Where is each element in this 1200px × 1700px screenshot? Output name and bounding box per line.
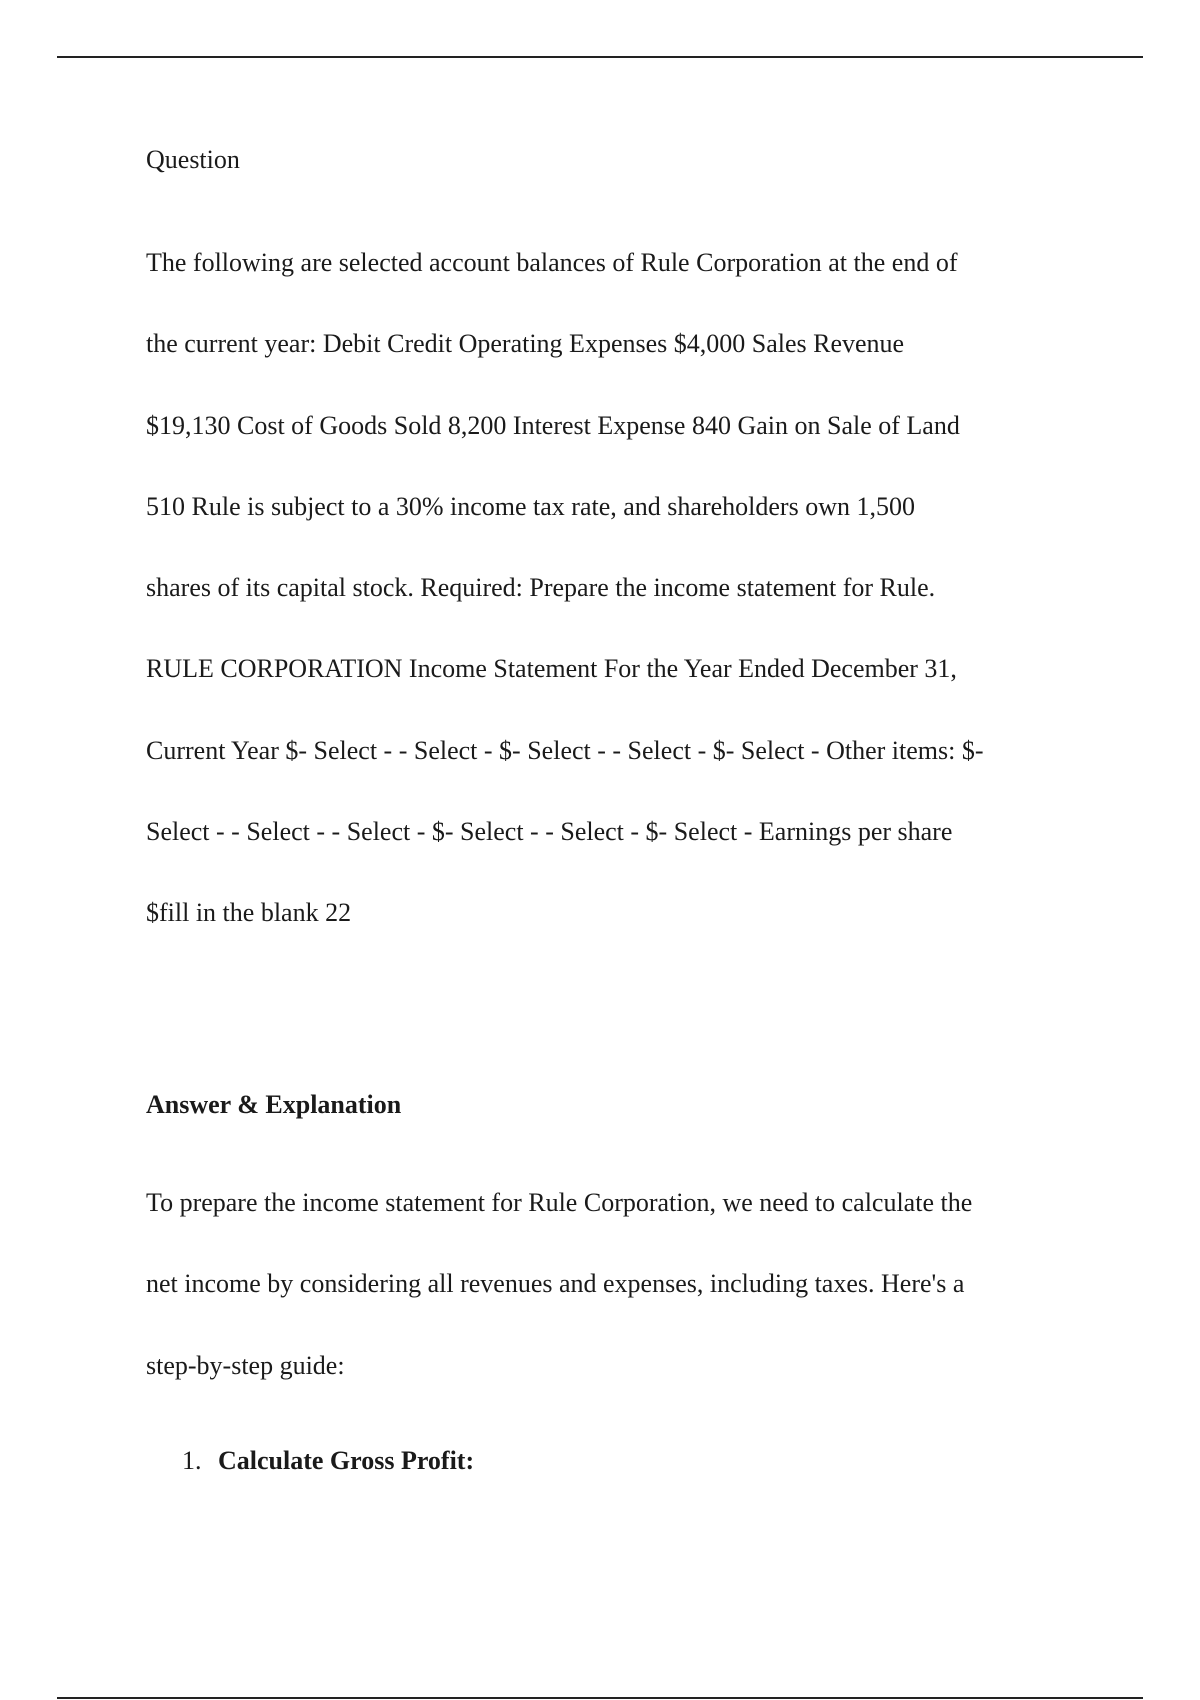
- question-line: Select - - Select - - Select - $- Select - - Select - $- Select - Earnings per share: [146, 817, 953, 847]
- question-line: The following are selected account balances of Rule Corporation at the end of: [146, 248, 958, 277]
- bottom-divider: [57, 1697, 1143, 1699]
- question-label: Question: [146, 145, 240, 174]
- question-line: $fill in the blank 22: [146, 898, 352, 928]
- question-line: shares of its capital stock. Required: Prepare the income statement for Rule.: [146, 573, 936, 603]
- question-line: Current Year $- Select - - Select - $- Select - - Select - $- Select - Other items: $-: [146, 735, 984, 765]
- answer-line: net income by considering all revenues and expenses, including taxes. Here's a: [146, 1269, 965, 1299]
- step-item: [182, 1441, 474, 1481]
- answer-line: To prepare the income statement for Rule Corporation, we need to calculate the: [146, 1188, 973, 1217]
- step-title: Calculate Gross Profit:: [218, 1446, 475, 1475]
- question-line: the current year: Debit Credit Operating Expenses $4,000 Sales Revenue: [146, 329, 905, 359]
- answer-text: [146, 1162, 1076, 1406]
- question-line: 510 Rule is subject to a 30% income tax rate, and shareholders own 1,500: [146, 491, 915, 521]
- question-section: [146, 140, 1076, 954]
- answer-heading: Answer & Explanation: [146, 1090, 402, 1119]
- answer-line: step-by-step guide:: [146, 1350, 345, 1380]
- question-line: $19,130 Cost of Goods Sold 8,200 Interest Expense 840 Gain on Sale of Land: [146, 410, 960, 440]
- top-divider: [57, 56, 1143, 58]
- question-text: [146, 222, 1076, 954]
- step-number: 1.: [182, 1446, 202, 1475]
- question-line: RULE CORPORATION Income Statement For the Year Ended December 31,: [146, 654, 957, 684]
